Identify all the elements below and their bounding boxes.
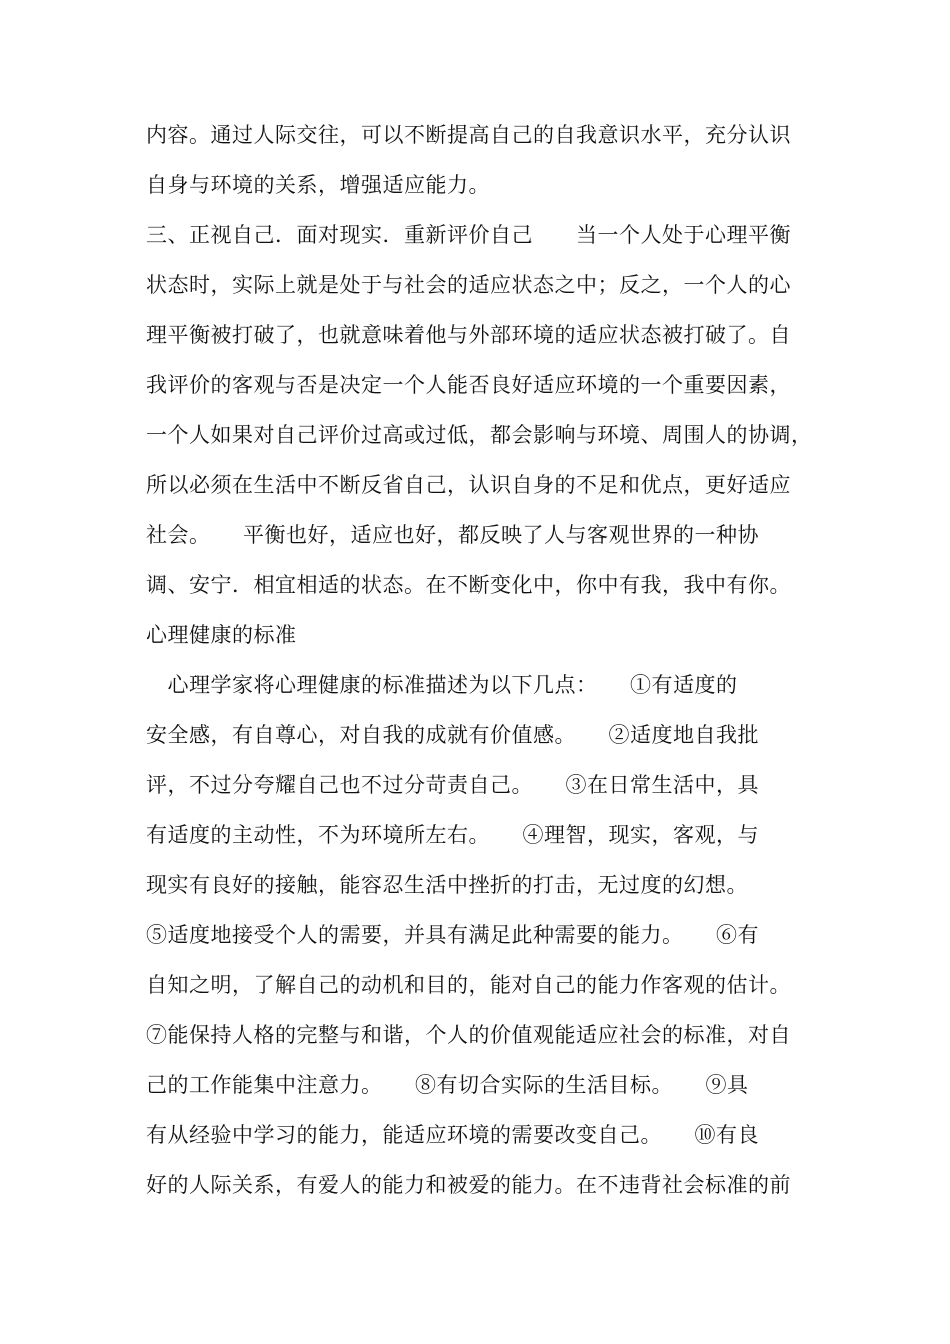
text-line: 所以必须在生活中不断反省自己，认识自身的不足和优点，更好适应 (146, 473, 791, 497)
text-line: ⑤适度地接受个人的需要，并具有满足此种需要的能力。 ⑥有 (146, 923, 759, 947)
text-line: 理平衡被打破了，也就意味着他与外部环境的适应状态被打破了。自 (146, 323, 791, 347)
text-line: 状态时，实际上就是处于与社会的适应状态之中；反之，一个人的心 (146, 273, 791, 297)
text-line: 自知之明，了解自己的动机和目的，能对自己的能力作客观的估计。 (146, 973, 791, 997)
text-line: 好的人际关系，有爱人的能力和被爱的能力。在不违背社会标准的前 (146, 1173, 791, 1197)
text-line: 我评价的客观与否是决定一个人能否良好适应环境的一个重要因素， (146, 373, 791, 397)
text-line: 内容。通过人际交往，可以不断提高自己的自我意识水平，充分认识 (146, 123, 791, 147)
section-heading-line: 三、正视自己．面对现实．重新评价自己 当一个人处于心理平衡 (146, 223, 791, 247)
text-line: 一个人如果对自己评价过高或过低，都会影响与环境、周围人的协调， (146, 423, 813, 447)
text-line: 心理学家将心理健康的标准描述为以下几点： ①有适度的 (146, 673, 738, 697)
text-line: 自身与环境的关系，增强适应能力。 (146, 173, 490, 197)
text-line: 现实有良好的接触，能容忍生活中挫折的打击，无过度的幻想。 (146, 873, 748, 897)
text-line: 评，不过分夸耀自己也不过分苛责自己。 ③在日常生活中，具 (146, 773, 759, 797)
text-line: 有从经验中学习的能力，能适应环境的需要改变自己。 ⑩有良 (146, 1123, 759, 1147)
text-line: 社会。 平衡也好，适应也好，都反映了人与客观世界的一种协 (146, 523, 759, 547)
text-line: 安全感，有自尊心，对自我的成就有价值感。 ②适度地自我批 (146, 723, 759, 747)
section-heading: 心理健康的标准 (146, 623, 297, 647)
text-line: 己的工作能集中注意力。 ⑧有切合实际的生活目标。 ⑨具 (146, 1073, 749, 1097)
text-line: 有适度的主动性，不为环境所左右。 ④理智，现实，客观，与 (146, 823, 759, 847)
text-line: 调、安宁．相宜相适的状态。在不断变化中，你中有我，我中有你。 (146, 573, 791, 597)
text-line: ⑦能保持人格的完整与和谐，个人的价值观能适应社会的标准，对自 (146, 1023, 791, 1047)
